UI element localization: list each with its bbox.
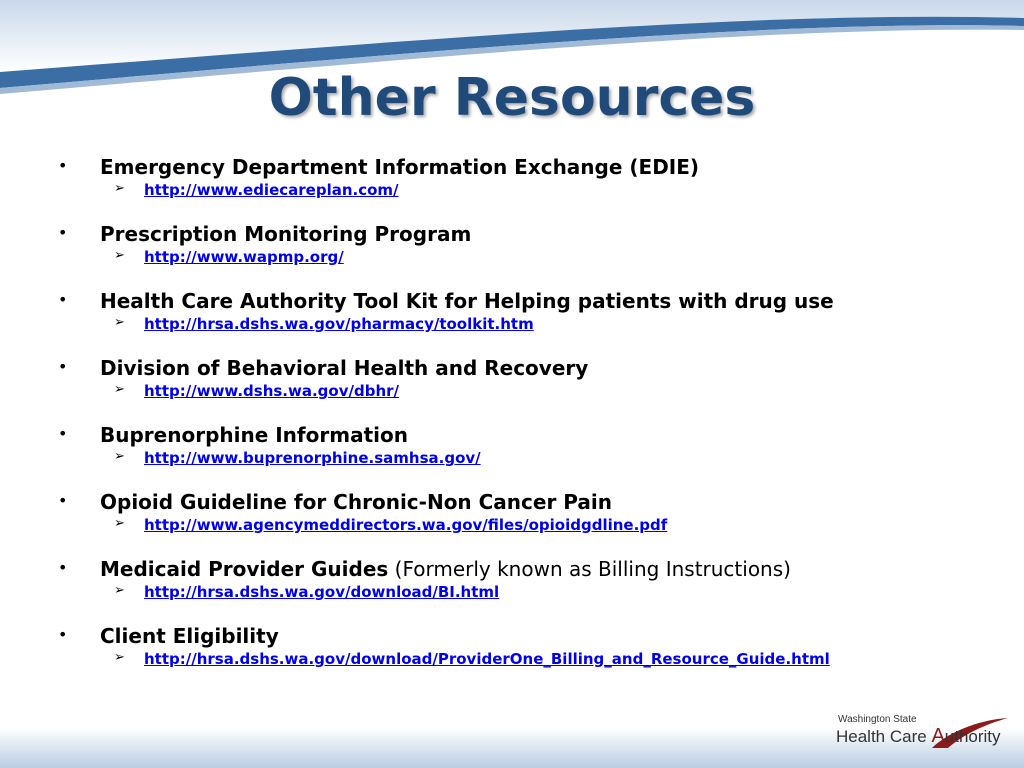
resource-link[interactable]: http://www.buprenorphine.samhsa.gov/	[144, 449, 481, 467]
resource-link-row	[114, 582, 998, 604]
bullet-icon: •	[58, 625, 68, 644]
resource-link-row	[114, 649, 998, 671]
bullet-icon: •	[58, 491, 68, 510]
slide-title: Other Resources	[268, 68, 756, 128]
resource-link-row	[114, 314, 998, 336]
resource-link[interactable]: http://hrsa.dshs.wa.gov/download/ProviderOne_Billing_and_Resource_Guide.html	[144, 650, 830, 668]
arrow-bullet-icon: ➢	[114, 449, 125, 464]
arrow-bullet-icon: ➢	[114, 315, 125, 330]
resource-link-row	[114, 381, 998, 403]
resource-heading: Buprenorphine Information	[100, 423, 408, 447]
list-item	[58, 154, 998, 202]
arrow-bullet-icon: ➢	[114, 650, 125, 665]
resource-list	[58, 154, 998, 690]
resource-heading: Client Eligibility	[100, 624, 279, 648]
bullet-icon: •	[58, 558, 68, 577]
list-item	[58, 623, 998, 671]
list-item	[58, 556, 998, 604]
bullet-icon: •	[58, 357, 68, 376]
arrow-bullet-icon: ➢	[114, 181, 125, 196]
resource-heading: Prescription Monitoring Program	[100, 222, 472, 246]
resource-heading: Medicaid Provider Guides (Formerly known as Billing Instructions)	[100, 557, 791, 581]
resource-heading: Division of Behavioral Health and Recovery	[100, 356, 589, 380]
bullet-icon: •	[58, 290, 68, 309]
logo-state-text: Washington State	[838, 714, 917, 725]
resource-heading: Opioid Guideline for Chronic-Non Cancer Pain	[100, 490, 613, 514]
bullet-icon: •	[58, 223, 68, 242]
list-item	[58, 422, 998, 470]
resource-link[interactable]: http://www.dshs.wa.gov/dbhr/	[144, 382, 399, 400]
arrow-bullet-icon: ➢	[114, 248, 125, 263]
resource-link[interactable]: http://www.agencymeddirectors.wa.gov/files/opioidgdline.pdf	[144, 516, 668, 534]
arrow-bullet-icon: ➢	[114, 516, 125, 531]
bullet-icon: •	[58, 424, 68, 443]
logo-agency-text: Health Care Authority	[836, 725, 1001, 747]
bullet-icon: •	[58, 156, 68, 175]
resource-link-row	[114, 247, 998, 269]
resource-link-row	[114, 515, 998, 537]
resource-heading: Emergency Department Information Exchange (EDIE)	[100, 155, 700, 179]
resource-heading: Health Care Authority Tool Kit for Helping patients with drug use	[100, 289, 834, 313]
list-item	[58, 355, 998, 403]
list-item	[58, 221, 998, 269]
arrow-bullet-icon: ➢	[114, 382, 125, 397]
list-item	[58, 288, 998, 336]
list-item	[58, 489, 998, 537]
arrow-bullet-icon: ➢	[114, 583, 125, 598]
resource-link[interactable]: http://hrsa.dshs.wa.gov/pharmacy/toolkit.htm	[144, 315, 534, 333]
hca-logo	[836, 714, 1012, 750]
resource-link[interactable]: http://www.wapmp.org/	[144, 248, 344, 266]
resource-link-row	[114, 448, 998, 470]
resource-link-row	[114, 180, 998, 202]
resource-link[interactable]: http://www.ediecareplan.com/	[144, 181, 399, 199]
resource-link[interactable]: http://hrsa.dshs.wa.gov/download/BI.html	[144, 583, 500, 601]
